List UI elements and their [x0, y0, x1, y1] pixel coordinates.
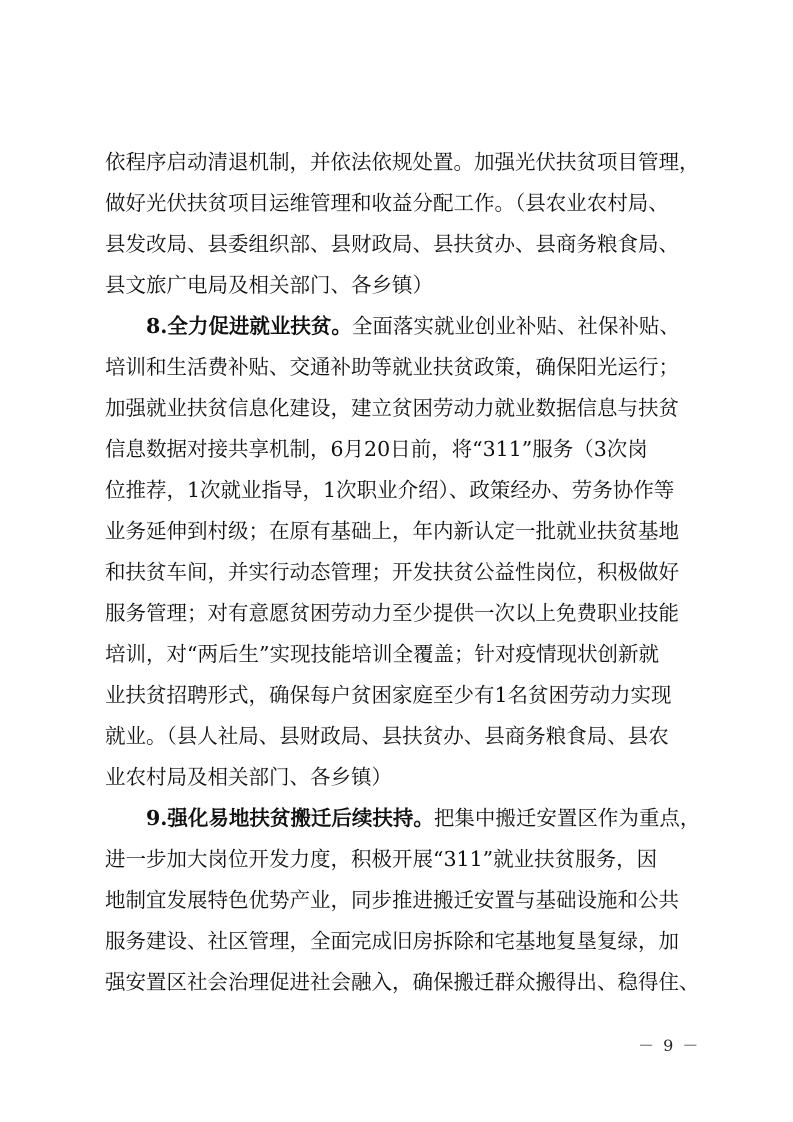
paragraph-2-line-12: 业农村局及相关部门、各乡镇） — [105, 765, 392, 789]
paragraph-3-line-2: 进一步加大岗位开发力度，积极开展“311”就业扶贫服务，因 — [105, 847, 658, 871]
page-number: － 9 － — [638, 1036, 701, 1055]
section-9-first-line-text: 把集中搬迁安置区作为重点， — [433, 806, 701, 830]
paragraph-1-line-1: 依程序启动清退机制，并依法依规处置。加强光伏扶贫项目管理， — [105, 150, 700, 174]
paragraph-2-line-4: 信息数据对接共享机制，6月20日前，将“311”服务（3次岗 — [105, 437, 648, 461]
paragraph-2-first-line — [146, 306, 706, 346]
section-8-first-line-text: 全面落实就业创业补贴、社保补贴、 — [351, 314, 680, 338]
section-8-heading: 8.全力促进就业扶贫。 — [146, 314, 352, 338]
paragraph-2-line-10: 业扶贫招聘形式，确保每户贫困家庭至少有1名贫困劳动力实现 — [105, 683, 672, 707]
paragraph-2-line-2: 培训和生活费补贴、交通补助等就业扶贫政策，确保阳光运行； — [105, 355, 679, 379]
paragraph-2-line-5: 位推荐，1次就业指导，1次职业介绍）、政策经办、劳务协作等 — [105, 478, 675, 502]
paragraph-3-first-line — [146, 798, 706, 838]
paragraph-3-line-4: 服务建设、社区管理，全面完成旧房拆除和宅基地复垦复绿，加 — [105, 929, 679, 953]
paragraph-2-line-8: 服务管理；对有意愿贫困劳动力至少提供一次以上免费职业技能 — [105, 601, 679, 625]
paragraph-2-line-9: 培训，对“两后生”实现技能培训全覆盖；针对疫情现状创新就 — [105, 642, 659, 666]
paragraph-1-line-4: 县文旅广电局及相关部门、各乡镇） — [105, 273, 433, 297]
section-9-heading: 9.强化易地扶贫搬迁后续扶持。 — [146, 806, 434, 830]
paragraph-2-line-11: 就业。（县人社局、县财政局、县扶贫办、县商务粮食局、县农 — [105, 724, 669, 748]
paragraph-1-line-3: 县发改局、县委组织部、县财政局、县扶贫办、县商务粮食局、 — [105, 232, 679, 256]
paragraph-1-line-2: 做好光伏扶贫项目运维管理和收益分配工作。（县农业农村局、 — [105, 191, 669, 215]
paragraph-2-line-6: 业务延伸到村级；在原有基础上，年内新认定一批就业扶贫基地 — [105, 519, 679, 543]
paragraph-2-line-7: 和扶贫车间，并实行动态管理；开发扶贫公益性岗位，积极做好 — [105, 560, 679, 584]
paragraph-2-line-3: 加强就业扶贫信息化建设，建立贫困劳动力就业数据信息与扶贫 — [105, 396, 679, 420]
paragraph-3-line-5: 强安置区社会治理促进社会融入，确保搬迁群众搬得出、稳得住、 — [105, 970, 700, 994]
paragraph-3-line-3: 地制宜发展特色优势产业，同步推进搬迁安置与基础设施和公共 — [105, 888, 679, 912]
